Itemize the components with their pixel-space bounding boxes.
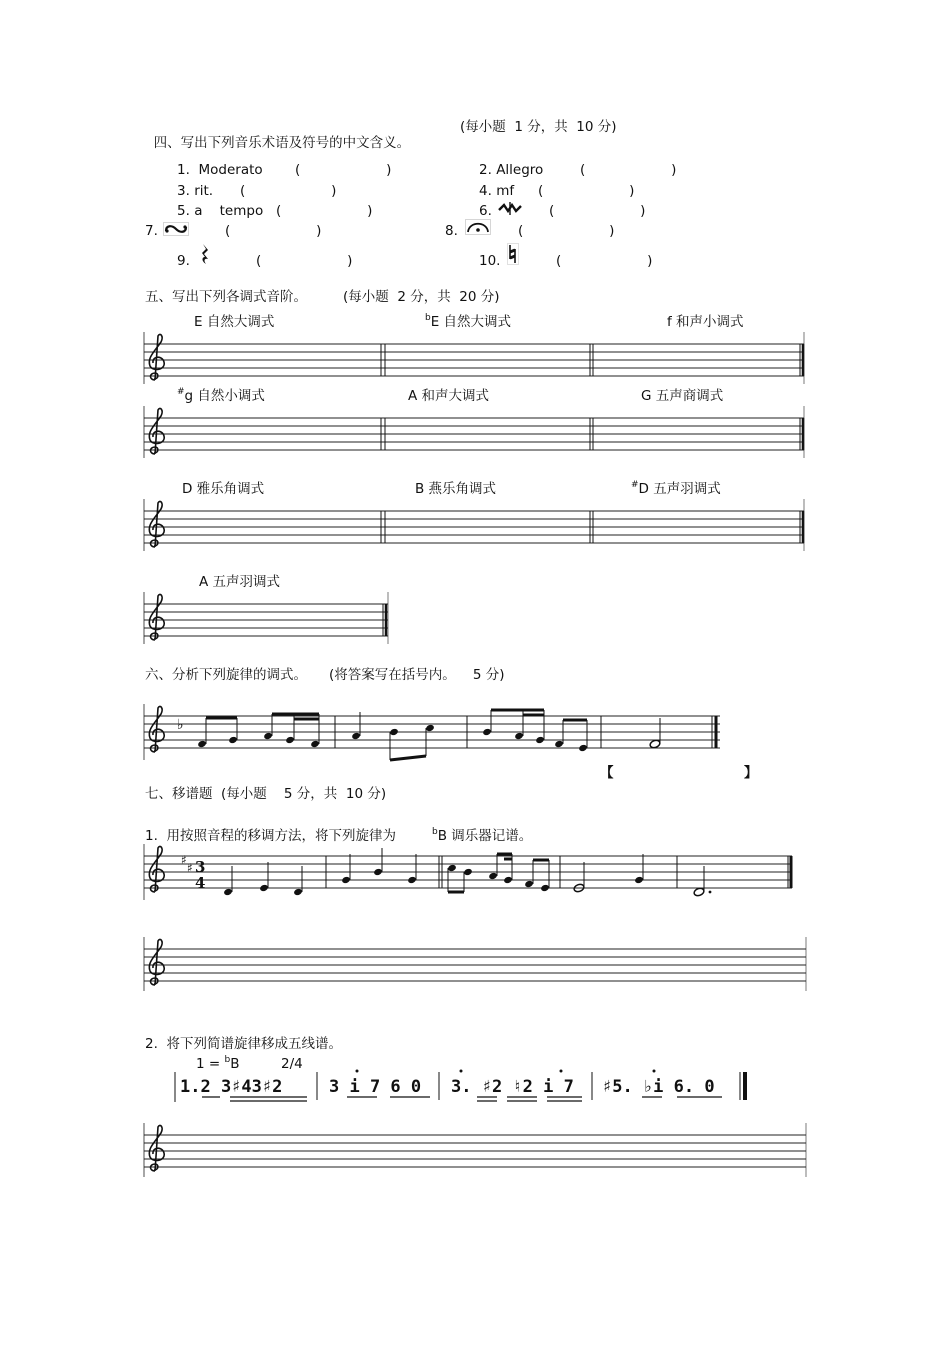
melody-staff-q1 [142,842,796,904]
scale-label-4: #g 自然小调式 [177,387,265,404]
jianpu-key: 1 = $^b$B [196,1055,240,1072]
jianpu-meter: 2/4 [281,1056,303,1072]
section6-title: 六、分析下列旋律的调式。 [145,667,307,683]
answer-paren-6[interactable]: ( ) [549,203,646,219]
answer-paren-4[interactable]: ( ) [538,183,635,199]
term-item-8: 8. [445,223,458,239]
scale-label-5: A 和声大调式 [408,388,490,404]
section5-title: 五、写出下列各调式音阶。 [145,289,307,305]
answer-paren-10[interactable]: ( ) [556,253,653,269]
term-item-2: 2. Allegro [479,162,544,178]
section4-heading: 四、写出下列音乐术语及符号的中文含义。 [153,135,411,151]
term-item-5: 5. a tempo [177,203,264,219]
jianpu-measure-2: 3 i 7 6 0 [329,1077,422,1097]
blank-staff-row4[interactable] [142,590,390,646]
section7-score: (每小题 5 分，共 10 分) [221,786,387,802]
answer-staff-q2[interactable] [142,1121,808,1179]
svg-text:♯: ♯ [187,861,193,875]
term-item-7: 7. [145,223,158,239]
svg-text:♭: ♭ [177,717,184,733]
jianpu-measure-3: 3. ♯2 ♮2 i 7 [451,1077,574,1097]
blank-staff-row2[interactable] [142,404,806,460]
section5-score: (每小题 2 分，共 20 分) [343,289,500,305]
answer-paren-1[interactable]: ( ) [295,162,392,178]
question7-2: 2. 将下列简谱旋律移成五线谱。 [145,1036,342,1052]
section4-score: (每小题 1 分，共 10 分) [460,119,617,135]
answer-bracket-close[interactable]: 】 [744,765,758,781]
scale-label-10: A 五声羽调式 [199,574,281,590]
jianpu-notation [172,1068,752,1108]
blank-staff-row1[interactable] [142,330,806,386]
answer-paren-5[interactable]: ( ) [276,203,373,219]
fermata-icon [465,219,491,235]
term-item-3: 3. rit. [177,183,214,199]
answer-paren-3[interactable]: ( ) [240,183,337,199]
jianpu-measure-4: ♯5. ♭i 6. 0 [602,1077,715,1097]
blank-staff-row3[interactable] [142,497,806,553]
scale-label-8: B 燕乐角调式 [415,481,497,497]
term-item-10: 10. [479,253,501,269]
melody-staff-sec6 [142,702,724,764]
answer-paren-7[interactable]: ( ) [225,223,322,239]
section7-title: 七、移谱题 [145,786,213,802]
answer-paren-2[interactable]: ( ) [580,162,677,178]
section6-note: (将答案写在括号内。 5 分) [329,667,505,683]
scale-label-7: D 雅乐角调式 [182,481,265,497]
answer-paren-9[interactable]: ( ) [256,253,353,269]
question7-1: 1. 用按照音程的移调方法，将下列旋律为 $^b$B 调乐器记谱。 [145,827,533,844]
scale-label-9: #D 五声羽调式 [631,480,721,497]
answer-paren-8[interactable]: ( ) [518,223,615,239]
term-item-6: 6. [479,203,492,219]
answer-bracket-open[interactable]: 【 [600,765,614,781]
term-item-4: 4. mf [479,183,515,199]
scale-label-1: E 自然大调式 [194,314,275,330]
svg-text:♯: ♯ [181,853,187,867]
time-sig-bottom: 4 [195,874,206,892]
scale-label-2: $^b$E 自然大调式 [425,313,512,330]
jianpu-measure-1: 1.2 3♯43♯2 [180,1077,283,1097]
time-sig-top: 3 [195,858,206,876]
quarter-rest-icon [199,243,211,265]
scale-label-3: f 和声小调式 [667,314,744,330]
natural-sign-icon [507,243,519,265]
section4-title [145,119,410,151]
answer-staff-q1[interactable] [142,935,808,993]
term-item-1: 1. Moderato [177,162,263,178]
mordent-icon [497,201,523,216]
turn-icon [163,222,189,236]
scale-label-6: G 五声商调式 [641,388,724,404]
term-item-9: 9. [177,253,190,269]
